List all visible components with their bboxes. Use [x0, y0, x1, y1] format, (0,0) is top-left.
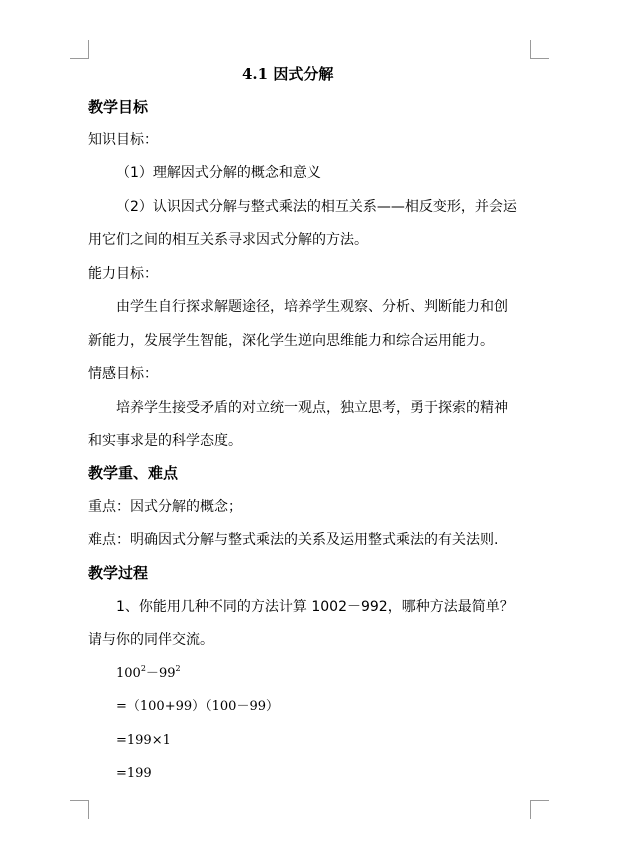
crop-mark-bottom-left [70, 800, 89, 819]
math-exponent-1: 2 [140, 664, 146, 673]
math-line-3: =199×1 [116, 733, 171, 748]
emotion-label: 情感目标： [88, 366, 158, 382]
knowledge-item-2-line-2: 用它们之间的相互关系寻求因式分解的方法。 [88, 232, 368, 248]
document-title: 4.1 因式分解 [242, 65, 334, 83]
heading-process: 教学过程 [88, 564, 149, 582]
difficult-point: 难点：明确因式分解与整式乘法的关系及运用整式乘法的有关法则. [88, 532, 499, 548]
emotion-line-2: 和实事求是的科学态度。 [88, 433, 242, 449]
heading-key-points: 教学重、难点 [88, 464, 179, 482]
math-base-99: 99 [158, 666, 176, 681]
math-minus: － [145, 666, 159, 681]
heading-objectives: 教学目标 [88, 98, 149, 116]
question-line-1: 1、你能用几种不同的方法计算 1002－992，哪种方法最简单？ [116, 599, 514, 615]
crop-mark-top-right [530, 40, 549, 59]
ability-line-2: 新能力，发展学生智能，深化学生逆向思维能力和综合运用能力。 [88, 333, 494, 349]
question-line-2: 请与你的同伴交流。 [88, 632, 214, 648]
emotion-line-1: 培养学生接受矛盾的对立统一观点，独立思考，勇于探索的精神 [116, 400, 508, 416]
crop-mark-top-left [70, 40, 89, 59]
ability-label: 能力目标： [88, 266, 158, 282]
ability-line-1: 由学生自行探求解题途径，培养学生观察、分析、判断能力和创 [116, 299, 508, 315]
math-exponent-2: 2 [175, 664, 181, 673]
math-line-2: =（100+99）（100－99） [116, 699, 279, 714]
math-base-100: 100 [116, 666, 141, 681]
knowledge-label: 知识目标： [88, 132, 158, 148]
knowledge-item-1: （1）理解因式分解的概念和意义 [116, 165, 321, 181]
knowledge-item-2-line-1: （2）认识因式分解与整式乘法的相互关系——相反变形，并会运 [116, 199, 517, 215]
crop-mark-bottom-right [530, 800, 549, 819]
key-point: 重点：因式分解的概念； [88, 499, 242, 515]
math-line-4: =199 [116, 766, 152, 781]
math-line-1 [116, 664, 181, 684]
